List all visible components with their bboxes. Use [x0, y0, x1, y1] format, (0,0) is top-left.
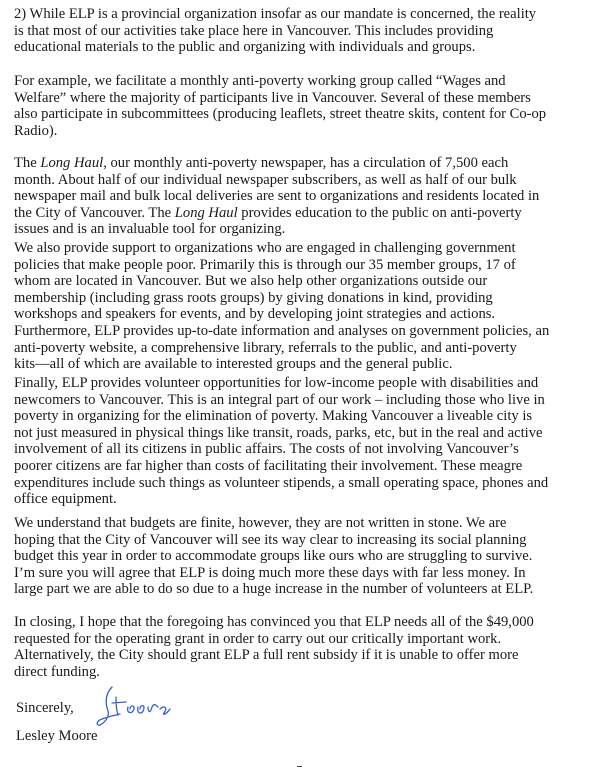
paragraph-budgets: [14, 515, 598, 598]
text-line: membership (including grass roots groups) by giving donations in kind, providing: [14, 289, 493, 306]
text-line: 2) While ELP is a provincial organization insofar as our mandate is concerned, the reality: [14, 6, 537, 22]
text-line: expenditures include such things as volunteer stipends, a small operating space, phones and: [14, 474, 549, 491]
handwritten-signature: [94, 685, 184, 727]
text-line: We understand that budgets are finite, however, they are not written in stone. We are: [14, 515, 507, 531]
text-line: issues and is an invaluable tool for organizing.: [14, 221, 286, 238]
text-line: also participate in subcommittees (producing leaflets, street theatre skits, content for Co-op: [14, 106, 547, 123]
newspaper-title: Long Haul: [174, 204, 238, 221]
text-line: Alternatively, the City should grant ELP a full rent subsidy if it is unable to offer more: [14, 647, 519, 664]
text-line: budget this year in order to accommodate groups like ours who are struggling to survive.: [14, 548, 533, 565]
paragraph-volunteer-opportunities: [14, 375, 598, 508]
text-line: involvement of all its citizens in public affairs. The costs of not involving Vancouver’s: [14, 441, 519, 458]
newspaper-title: Long Haul: [40, 155, 104, 171]
text-line: I’m sure you will agree that ELP is doing much more these days with far less money. In: [14, 564, 526, 581]
text-line: the City of Vancouver. The Long Haul provides education to the public on anti-poverty: [14, 204, 522, 221]
text-line: newspaper mail and bulk local deliveries are sent to organizations and residents located in: [14, 188, 540, 205]
text-line: For example, we facilitate a monthly anti-poverty working group called “Wages and: [14, 73, 506, 89]
text-line: large part we are able to do so due to a huge increase in the number of volunteers at ELP.: [14, 581, 534, 598]
text-line: poverty in organizing for the elimination of poverty. Making Vancouver a liveable city is: [14, 408, 533, 425]
text-line: anti-poverty website, a comprehensive library, referrals to the public, and anti-poverty: [14, 339, 517, 356]
paragraph-closing: [14, 614, 598, 680]
text-line: office equipment.: [14, 491, 117, 508]
text-line: month. About half of our individual newspaper subscribers, as well as half of our bulk: [14, 171, 517, 188]
paragraph-member-support: [14, 240, 598, 373]
text-line: whom are located in Vancouver. But we also help other organizations outside our: [14, 273, 488, 290]
text-line: hoping that the City of Vancouver will see its way clear to increasing its social planning: [14, 531, 527, 548]
text-line: educational materials to the public and organizing with individuals and groups.: [14, 39, 476, 56]
paragraph-vancouver-activities: [14, 6, 598, 56]
text-line: newcomers to Vancouver. This is an integral part of our work – including those who live in: [14, 391, 545, 408]
text-line: requested for the operating grant in order to carry out our critically important work.: [14, 630, 502, 647]
text-line: policies that make people poor. Primarily this is through our 35 member groups, 17 of: [14, 256, 516, 273]
text-line: Furthermore, ELP provides up-to-date information and analyses on government policies, an: [14, 322, 550, 339]
text-line: direct funding.: [14, 663, 100, 680]
text-line: kits—all of which are available to interested groups and the general public.: [14, 356, 453, 373]
text-line: Finally, ELP provides volunteer opportunities for low-income people with disabilities and: [14, 375, 539, 391]
text-line: not just measured in physical things like transit, roads, parks, etc, but in the real and active: [14, 424, 543, 441]
paragraph-long-haul: [14, 155, 598, 238]
paragraph-wages-and-welfare: [14, 73, 598, 139]
closing-salutation: Sincerely,: [16, 700, 74, 716]
text-line: workshops and speakers for events, and by developing joint strategies and actions.: [14, 306, 496, 323]
text-line: Radio).: [14, 122, 58, 139]
text-line: We also provide support to organizations who are engaged in challenging government: [14, 240, 516, 256]
text-line: poorer citizens are far higher than costs of facilitating their involvement. These meagre: [14, 457, 523, 474]
text-line: Welfare” where the majority of participants live in Vancouver. Several of these members: [14, 89, 531, 106]
signatory-name: Lesley Moore: [16, 728, 98, 744]
text-line: The Long Haul, our monthly anti-poverty newspaper, has a circulation of 7,500 each: [14, 155, 509, 171]
text-line: is that most of our activities take place here in Vancouver. This includes providing: [14, 22, 494, 39]
text-line: In closing, I hope that the foregoing has convinced you that ELP needs all of the $49,000: [14, 614, 534, 630]
